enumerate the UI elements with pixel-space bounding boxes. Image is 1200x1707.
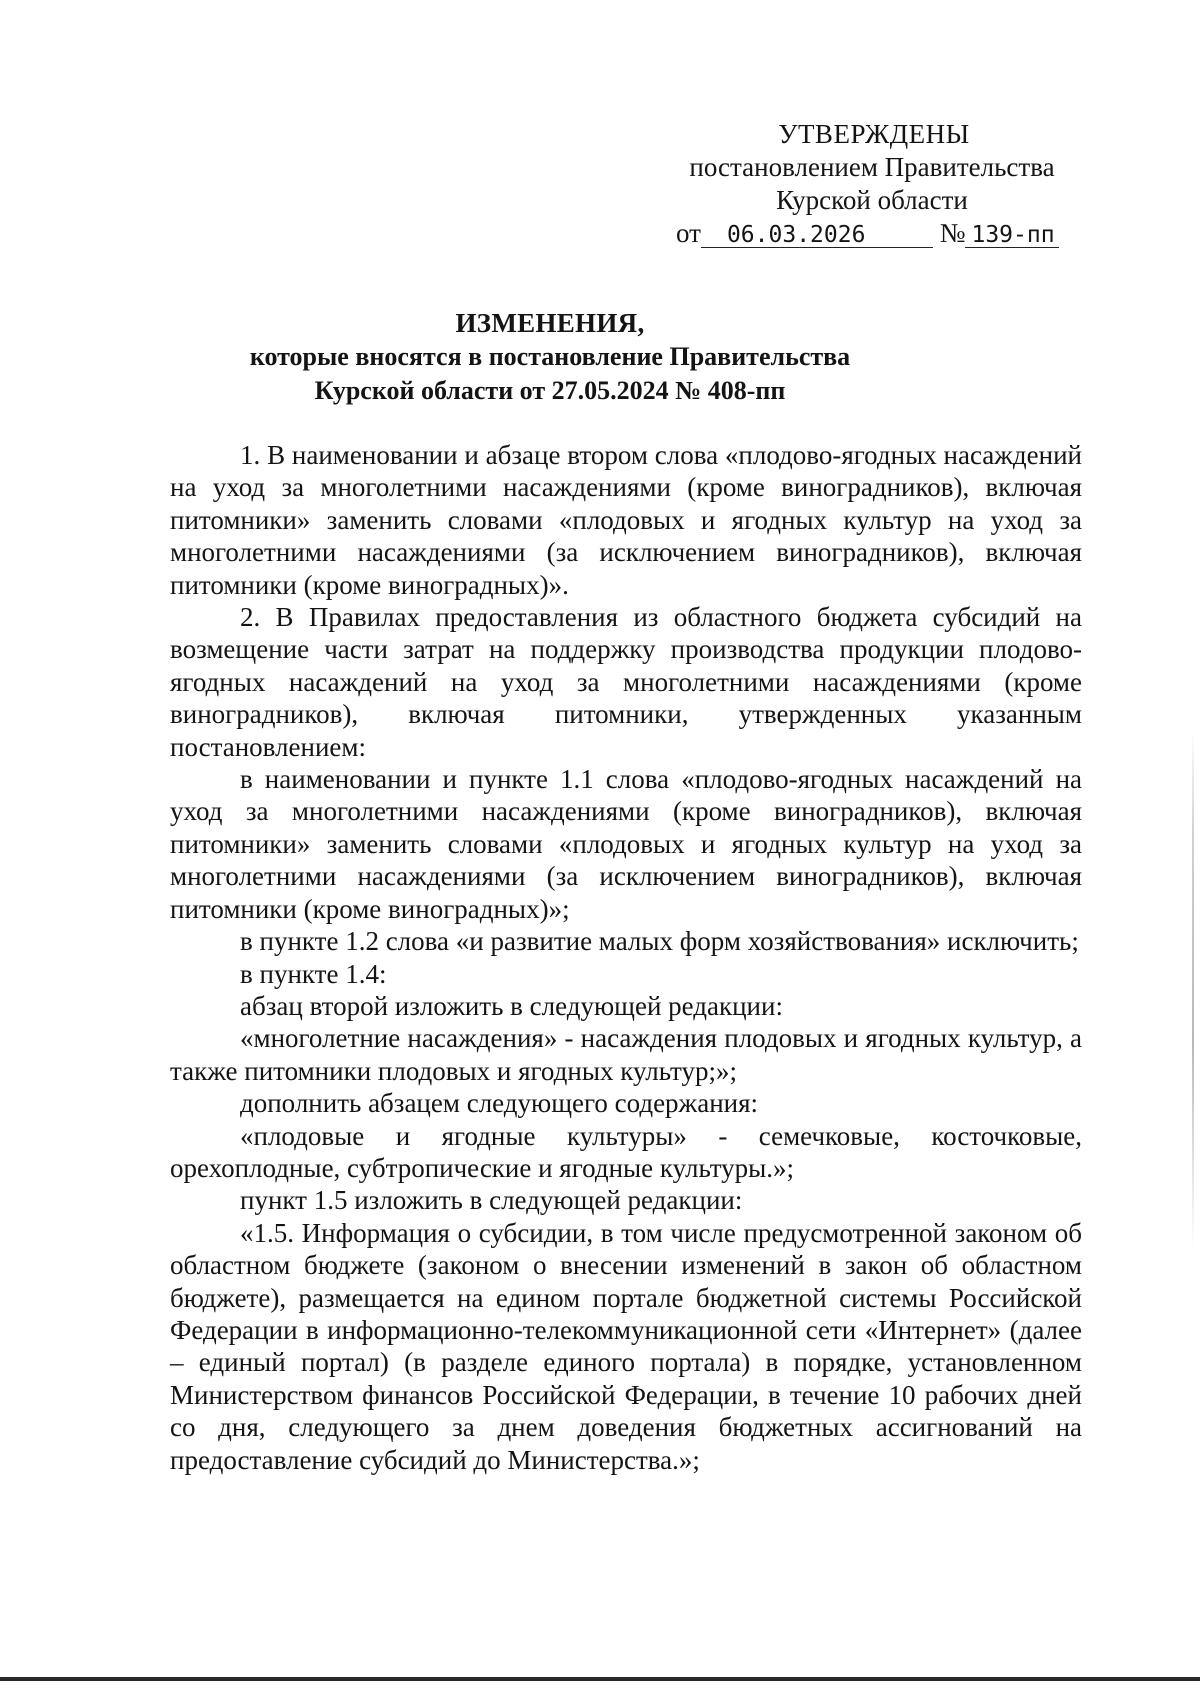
document-subtitle-1: которые вносятся в постановление Правительства: [249, 342, 851, 371]
approval-line-2: Курской области: [776, 185, 968, 215]
paragraph-10: пункт 1.5 изложить в следующей редакции:: [240, 1185, 743, 1216]
approval-date-line: [672, 217, 1072, 250]
approval-number: 139-пп: [965, 223, 1059, 248]
paragraph-8: дополнить абзацем следующего содержания:: [240, 1088, 759, 1119]
date-prefix: от: [676, 218, 701, 248]
paragraph-3: в наименовании и пункте 1.1 слова «плодово-ягодных насаждений на уход за многолетними насаждениями (кроме виноградников), включая питомники» заменить словами «плодовых и ягодных культур на уход за многолетними насаждениями (за исключением виноградников), включая питомники (кроме виноградных)»;: [170, 764, 1082, 924]
paragraph-5: в пункте 1.4:: [240, 958, 387, 989]
document-body: [170, 439, 1082, 1476]
approval-title: УТВЕРЖДЕНЫ: [778, 119, 970, 149]
document-title: ИЗМЕНЕНИЯ,: [455, 308, 645, 338]
scan-bottom-edge: [0, 1677, 1200, 1681]
paragraph-4: в пункте 1.2 слова «и развитие малых форм хозяйствования» исключить;: [240, 926, 1079, 957]
approval-line-1: постановлением Правительства: [689, 152, 1055, 182]
paragraph-6: абзац второй изложить в следующей редакции:: [240, 990, 783, 1021]
paragraph-7: «многолетние насаждения» - насаждения плодовых и ягодных культур, а также питомники плодовых и ягодных культур;»;: [170, 1023, 1082, 1086]
document-heading: [160, 306, 940, 408]
document-subtitle-2: Курской области от 27.05.2024 № 408-пп: [314, 376, 786, 405]
paragraph-1: 1. В наименовании и абзаце втором слова «плодово-ягодных насаждений на уход за многолетними насаждениями (кроме виноградников), включая питомники» заменить словами «плодовых и ягодных культур на уход за многолетними насаждениями (за исключением виноградников), включая питомники (кроме виноградных)».: [170, 440, 1082, 600]
paragraph-9: «плодовые и ягодные культуры» - семечковые, косточковые, орехоплодные, субтропические и ягодные культуры.»;: [170, 1120, 1082, 1183]
approval-stamp-block: [672, 118, 1072, 250]
approval-date: 06.03.2026: [701, 223, 933, 248]
scan-edge-shadow: [1192, 730, 1194, 1250]
number-prefix: №: [939, 218, 966, 248]
paragraph-2: 2. В Правилах предоставления из областного бюджета субсидий на возмещение части затрат на поддержку производства продукции плодово-ягодных насаждений на уход за многолетними насаждениями (кроме виноградников), включая питомники, утвержденных указанным постановлением:: [170, 602, 1082, 762]
paragraph-11: «1.5. Информация о субсидии, в том числе предусмотренной законом об областном бюджете (законом о внесении изменений в закон об областном бюджете), размещается на едином портале бюджетной системы Российской Федерации в информационно-телекоммуникационной сети «Интернет» (далее – единый портал) (в разделе единого портала) в порядке, установленном Министерством финансов Российской Федерации, в течение 10 рабочих дней со дня, следующего за днем доведения бюджетных ассигнований на предоставление субсидий до Министерства.»;: [170, 1217, 1082, 1475]
